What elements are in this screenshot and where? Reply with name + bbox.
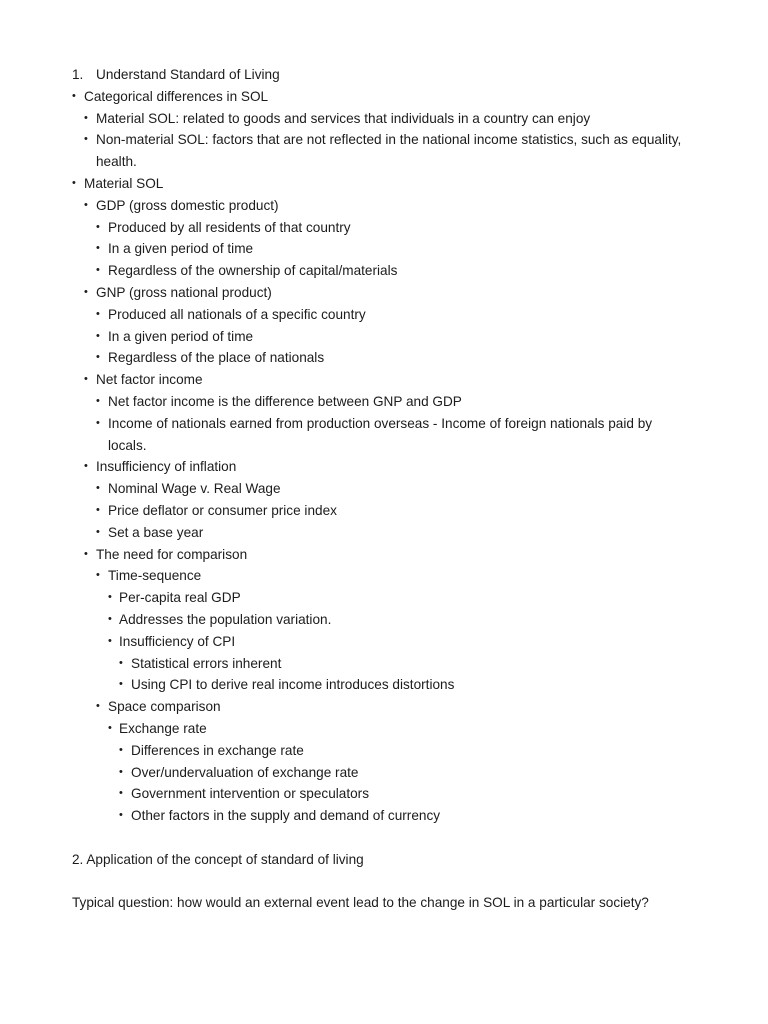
bullet-icon: •: [72, 89, 76, 102]
outline-item-text: In a given period of time: [108, 328, 254, 344]
outline-item: [0, 217, 690, 239]
outline-item-text: Government intervention or speculators: [131, 786, 370, 802]
outline-item-text: Time-sequence: [108, 568, 202, 584]
outline-item: [0, 653, 690, 675]
outline-item-text: Net factor income: [96, 372, 203, 388]
bullet-icon: •: [84, 373, 88, 386]
outline-item-text: Price deflator or consumer price index: [108, 502, 337, 518]
outline-item: [0, 282, 690, 304]
outline-item: [0, 413, 690, 457]
bullet-icon: •: [119, 765, 123, 778]
outline-item: [0, 522, 690, 544]
outline-item-text: Set a base year: [108, 524, 204, 540]
spacer: [0, 870, 768, 892]
bullet-icon: •: [96, 700, 100, 713]
bullet-icon: •: [96, 329, 100, 342]
bullet-icon: •: [84, 285, 88, 298]
bullet-icon: •: [108, 612, 112, 625]
outline-item-text: Produced all nationals of a specific country: [108, 306, 366, 322]
typical-question: Typical question: how would an external event lead to the change in SOL in a particular society?: [72, 895, 649, 911]
section-title: Understand Standard of Living: [96, 67, 280, 82]
outline-item: [0, 304, 690, 326]
outline-item-text: Addresses the population variation.: [119, 611, 332, 627]
outline-item-text: The need for comparison: [96, 546, 248, 562]
outline-item-text: Income of nationals earned from production overseas - Income of foreign nationals paid by locals.: [108, 415, 653, 453]
bullet-icon: •: [96, 416, 100, 429]
section-number: 1.: [72, 67, 84, 82]
outline-item: [0, 238, 690, 260]
outline-item: [0, 544, 690, 566]
bullet-icon: •: [96, 503, 100, 516]
bullet-icon: •: [119, 809, 123, 822]
outline-item: [0, 740, 690, 762]
bullet-icon: •: [84, 547, 88, 560]
outline-item: [0, 108, 690, 130]
bullet-icon: •: [96, 569, 100, 582]
bullet-icon: •: [96, 264, 100, 277]
bullet-icon: •: [96, 525, 100, 538]
outline-item-text: Produced by all residents of that country: [108, 219, 351, 235]
bullet-icon: •: [108, 634, 112, 647]
outline-item: [0, 718, 690, 740]
outline-item-text: Statistical errors inherent: [131, 655, 282, 671]
bullet-icon: •: [108, 591, 112, 604]
outline-item-text: Using CPI to derive real income introduces distortions: [131, 677, 455, 693]
outline-item: [0, 173, 690, 195]
outline-item: [0, 347, 690, 369]
bullet-icon: •: [84, 111, 88, 124]
bullet-icon: •: [119, 743, 123, 756]
outline-item: [0, 674, 690, 696]
bullet-icon: •: [84, 133, 88, 146]
section-heading-2: 2. Application of the concept of standard of living: [72, 851, 364, 867]
bullet-icon: •: [84, 460, 88, 473]
outline-item: [0, 783, 690, 805]
outline-item-text: Regardless of the ownership of capital/materials: [108, 263, 398, 279]
outline-item: [0, 696, 690, 718]
outline-item-text: Exchange rate: [119, 720, 207, 736]
bullet-icon: •: [96, 242, 100, 255]
outline-item: [0, 326, 690, 348]
outline-item: [0, 260, 690, 282]
outline-item: [0, 456, 690, 478]
outline-item: [0, 369, 690, 391]
outline-item-text: Non-material SOL: factors that are not reflected in the national income statistics, such as equality, health.: [96, 132, 682, 170]
outline-item-text: Other factors in the supply and demand of currency: [131, 808, 441, 824]
outline-item: [0, 195, 690, 217]
section-heading-1: [0, 64, 768, 86]
spacer: [0, 827, 768, 849]
outline-item-text: Space comparison: [108, 699, 221, 715]
outline-item-text: Net factor income is the difference between GNP and GDP: [108, 393, 462, 409]
outline-item-text: GDP (gross domestic product): [96, 197, 279, 213]
outline-item-text: Nominal Wage v. Real Wage: [108, 481, 281, 497]
outline-item-text: Per-capita real GDP: [119, 590, 241, 606]
bullet-icon: •: [119, 787, 123, 800]
outline-item-text: Categorical differences in SOL: [84, 88, 269, 104]
bullet-icon: •: [84, 198, 88, 211]
outline-item: [0, 500, 690, 522]
bullet-icon: •: [119, 656, 123, 669]
outline-item: [0, 391, 690, 413]
outline-item: [0, 587, 690, 609]
bullet-icon: •: [96, 351, 100, 364]
outline-item: [0, 86, 690, 108]
outline-item-text: Material SOL: [84, 175, 164, 191]
bullet-icon: •: [96, 482, 100, 495]
outline-item-text: Insufficiency of inflation: [96, 459, 237, 475]
outline-list: [0, 86, 768, 827]
outline-item: [0, 565, 690, 587]
bullet-icon: •: [119, 678, 123, 691]
outline-item: [0, 129, 690, 173]
outline-item: [0, 609, 690, 631]
outline-item-text: In a given period of time: [108, 241, 254, 257]
outline-item: [0, 805, 690, 827]
bullet-icon: •: [72, 176, 76, 189]
outline-item-text: Material SOL: related to goods and services that individuals in a country can enjoy: [96, 110, 591, 126]
outline-item: [0, 631, 690, 653]
outline-item-text: Regardless of the place of nationals: [108, 350, 325, 366]
document-body: [0, 64, 768, 914]
outline-item-text: Over/undervaluation of exchange rate: [131, 764, 359, 780]
outline-item: [0, 762, 690, 784]
bullet-icon: •: [96, 307, 100, 320]
outline-item-text: GNP (gross national product): [96, 284, 272, 300]
bullet-icon: •: [96, 220, 100, 233]
bullet-icon: •: [108, 721, 112, 734]
bullet-icon: •: [96, 394, 100, 407]
outline-item: [0, 478, 690, 500]
outline-item-text: Differences in exchange rate: [131, 742, 304, 758]
outline-item-text: Insufficiency of CPI: [119, 633, 236, 649]
